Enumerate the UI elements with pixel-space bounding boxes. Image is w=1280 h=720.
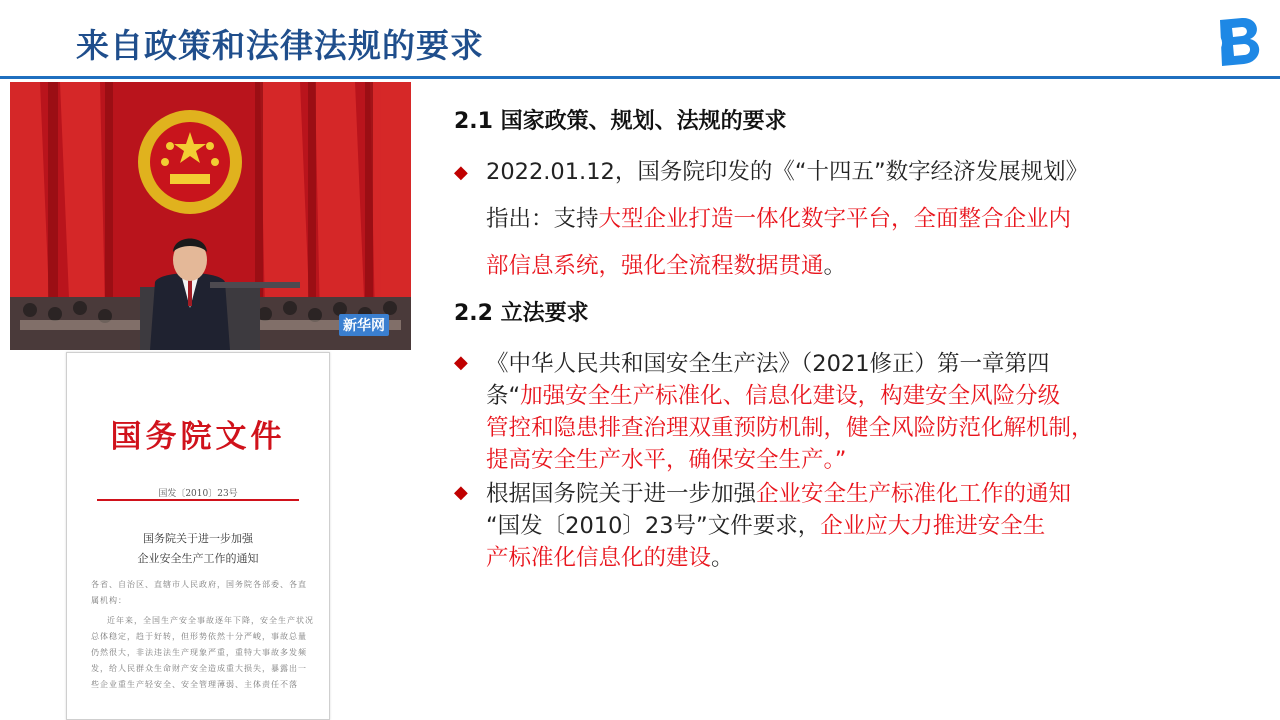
highlighted-text: 管控和隐患排查治理双重预防机制，健全风险防范化解机制， [486, 415, 1094, 441]
bullet-text: 。 [823, 253, 847, 279]
page-title: 来自政策和法律法规的要求 [76, 26, 484, 65]
highlighted-text: 企业安全生产标准化工作的通知 [756, 481, 1072, 507]
bullet-text: 。 [711, 545, 734, 571]
bullet-item [454, 478, 1071, 574]
b-logo-icon [1212, 14, 1268, 68]
bullet-line: 2022.01.12，国务院印发的《“十四五”数字经济发展规划》 [486, 159, 1089, 185]
photo-watermark: 新华网 [339, 314, 389, 336]
highlighted-text: 提高安全生产水平，确保安全生产。” [486, 447, 847, 473]
highlighted-text: 企业应大力推进安全生 [820, 513, 1046, 539]
section-heading: 2.1 国家政策、规划、法规的要求 [454, 109, 787, 134]
bullet-text: 根据国务院关于进一步加强 [486, 481, 757, 507]
bullet-text: 指出：支持 [486, 206, 599, 232]
diamond-bullet-icon: ◆ [454, 352, 468, 373]
highlighted-text: 部信息系统，强化全流程数据贯通 [486, 253, 824, 279]
title-divider [0, 76, 1280, 79]
document-paragraph: 各省、自治区、直辖市人民政府，国务院各部委、各直属机构： [91, 580, 307, 605]
document-red-rule [97, 499, 299, 501]
conference-photo [10, 82, 411, 350]
document-head: 国务院文件 [110, 419, 286, 455]
bullet-item [454, 348, 1094, 476]
document-paragraph: 近年来，全国生产安全事故逐年下降，安全生产状况总体稳定，趋于好转，但形势依然十分严峻，事故总量仍然很大，非法违法生产现象严重，重特大事故多发频发，给人民群众生命财产安全造成重大损失，暴露出一些企业重生产轻安全、安全管理薄弱、主体责任不落 [91, 616, 314, 689]
highlighted-text: 大型企业打造一体化数字平台，全面整合企业内 [598, 206, 1072, 232]
bullet-line: 《中华人民共和国安全生产法》（2021修正）第一章第四 [486, 351, 1050, 377]
bullet-text: “国发〔2010〕23号”文件要求， [486, 513, 821, 539]
diamond-bullet-icon: ◆ [454, 162, 468, 183]
document-subtitle: 国务院关于进一步加强 企业安全生产工作的通知 [137, 532, 259, 565]
document-number: 国发〔2010〕23号 [158, 489, 238, 499]
diamond-bullet-icon: ◆ [454, 482, 468, 503]
section-heading: 2.2 立法要求 [454, 301, 589, 326]
highlighted-text: 产标准化信息化的建设 [486, 545, 712, 571]
bullet-text: 条“ [486, 383, 521, 409]
highlighted-text: 加强安全生产标准化、信息化建设，构建安全风险分级 [520, 383, 1061, 409]
bullet-item [454, 158, 1088, 290]
state-council-document [66, 352, 330, 720]
